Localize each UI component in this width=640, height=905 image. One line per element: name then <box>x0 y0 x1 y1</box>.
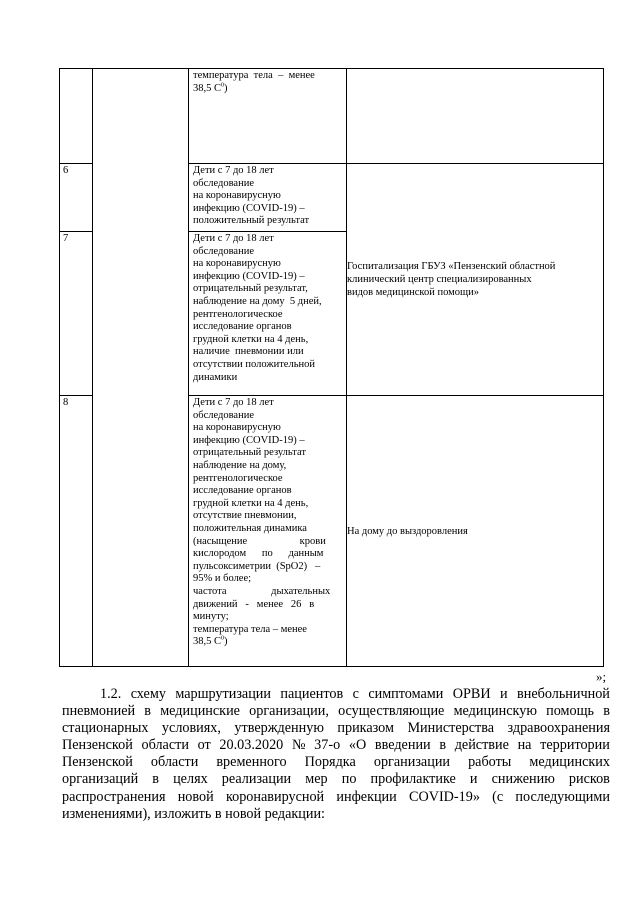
condition-line: 38,5 С <box>193 636 222 648</box>
result-line: клинический центр специализированных <box>347 274 532 285</box>
paragraph-line: пневмонией в медицинские организации, осуществляющие медицинскую помощь в <box>62 703 610 720</box>
amendment-paragraph <box>62 686 610 823</box>
condition-cell <box>189 396 347 667</box>
condition-line: на коронавирусную <box>193 422 281 434</box>
condition-line: движений - менее 26 в <box>193 598 315 610</box>
condition-line: температура тела – менее <box>193 623 307 635</box>
degree-superscript: 0 <box>221 82 225 89</box>
condition-line: положительная динамика <box>193 522 307 534</box>
condition-line: наличие пневмонии или <box>193 346 304 358</box>
condition-line: инфекцию (COVID-19) – <box>193 434 305 446</box>
table-row-continuation <box>60 69 604 164</box>
row-number-cell: 7 <box>60 232 93 396</box>
condition-line: пульсоксиметрии (SpO2) – <box>193 560 321 572</box>
condition-line: рентгенологическое <box>193 472 283 484</box>
condition-cell <box>189 232 347 396</box>
row-number-cell <box>60 69 93 164</box>
condition-line: обследование <box>193 409 254 421</box>
paragraph-line: организаций в целях реализации мер по профилактике и снижению рисков <box>62 771 610 788</box>
condition-line: 95% и более; <box>193 573 252 585</box>
condition-line: рентгенологическое <box>193 308 283 320</box>
home-result-cell <box>347 396 604 667</box>
condition-cell <box>189 164 347 232</box>
condition-line: 38,5 С <box>193 82 222 94</box>
condition-line: грудной клетки на 4 день, <box>193 333 309 345</box>
condition-line: кислородом по данным <box>193 548 324 560</box>
condition-line: отсутствие пневмонии, <box>193 510 297 522</box>
condition-line: Дети с 7 до 18 лет <box>193 233 274 244</box>
condition-line: (насыщение крови <box>193 535 326 547</box>
condition-line: частота дыхательных <box>193 585 331 597</box>
condition-line: наблюдение на дому, <box>193 459 287 471</box>
paragraph-line: Пензенской области от 20.03.2020 № 37-о «О введении в действие на территории <box>62 737 610 754</box>
condition-line: Дети с 7 до 18 лет <box>193 165 274 176</box>
paragraph-line: распространения новой коронавирусной инфекции COVID-19» (с последующими <box>62 788 610 805</box>
condition-line: обследование <box>193 245 254 257</box>
paragraph-line: 1.2. схему маршрутизации пациентов с симптомами ОРВИ и внебольничной <box>100 686 610 702</box>
condition-tail: ) <box>224 636 228 648</box>
degree-superscript: 0 <box>221 635 225 642</box>
condition-line: инфекцию (COVID-19) – <box>193 202 305 214</box>
condition-line: исследование органов <box>193 485 292 497</box>
condition-line: наблюдение на дому 5 дней, <box>193 295 322 307</box>
row-number-cell: 6 <box>60 164 93 232</box>
merged-empty-column <box>93 69 189 667</box>
result-line: видов медицинской помощи» <box>347 287 479 298</box>
paragraph-line: изменениями), изложить в новой редакции: <box>62 805 325 822</box>
condition-line: исследование органов <box>193 321 292 333</box>
condition-line: на коронавирусную <box>193 190 281 202</box>
condition-line: на коронавирусную <box>193 258 281 270</box>
paragraph-line: Пензенской области временного Порядка организации работы медицинских <box>62 754 610 771</box>
row-number-cell: 8 <box>60 396 93 667</box>
condition-line: обследование <box>193 177 254 189</box>
condition-line: инфекцию (COVID-19) – <box>193 270 305 282</box>
condition-tail: ) <box>224 82 228 94</box>
condition-line: отрицательный результат, <box>193 283 308 295</box>
condition-line: отрицательный результат <box>193 447 306 459</box>
condition-line: минуту; <box>193 611 229 623</box>
condition-line: положительный результат <box>193 215 310 227</box>
condition-line: отсутствии положительной <box>193 358 315 370</box>
condition-line: Дети с 7 до 18 лет <box>193 397 274 408</box>
result-cell <box>347 69 604 164</box>
paragraph-line: стационарных условиях, утвержденную приказом Министерства здравоохранения <box>62 720 610 737</box>
result-line: Госпитализация ГБУЗ «Пензенский областной <box>347 261 556 272</box>
result-text: На дому до выздоровления <box>347 525 468 537</box>
condition-line: грудной клетки на 4 день, <box>193 497 309 509</box>
condition-line: температура тела – менее <box>193 70 315 81</box>
hospitalization-result-cell <box>347 164 604 396</box>
condition-cell <box>189 69 347 164</box>
closing-quote-mark: »; <box>596 669 607 684</box>
condition-line: динамики <box>193 371 238 383</box>
routing-table <box>59 68 604 667</box>
